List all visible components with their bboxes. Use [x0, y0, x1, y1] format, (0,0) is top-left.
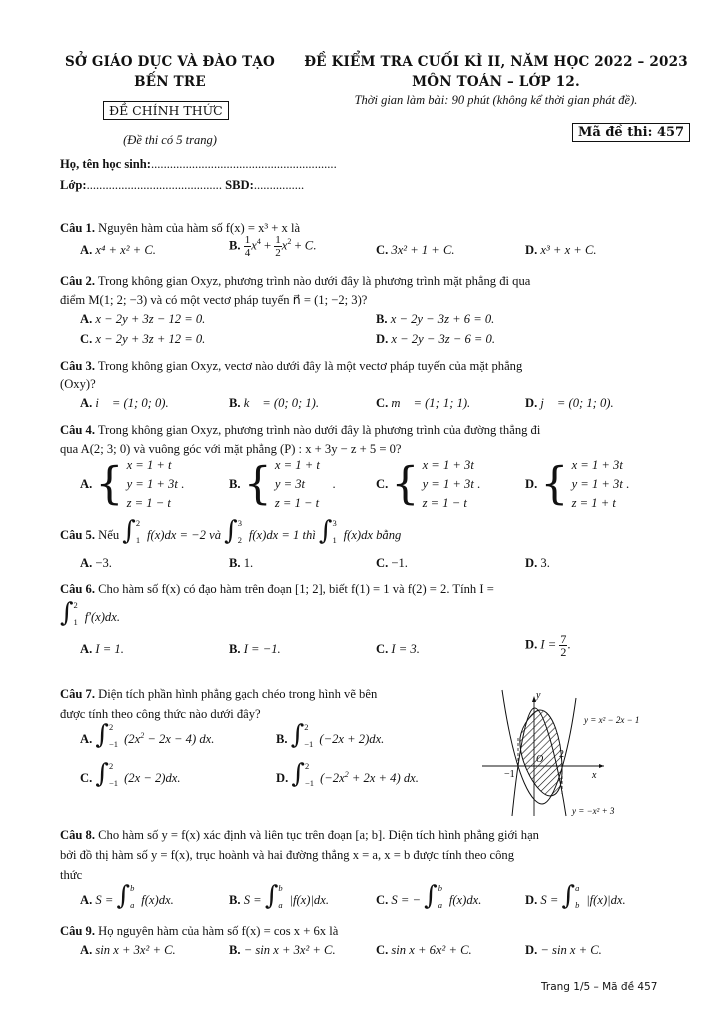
question-9: Câu 9. Họ nguyên hàm của hàm số f(x) = cos x + 6x là: [60, 924, 339, 938]
q1-option-b: B. $\frac{1}{4}$ $x^4$ + $\frac{1}{2}$ $x^2 + C$.: [229, 234, 317, 259]
student-name-row: [60, 155, 337, 174]
question-8: Câu 8. Cho hàm số y = f(x) xác định và liên tục trên đoạn [a; b]. Diện tích hình phẳng giới hạn: [60, 828, 539, 842]
q9-option-b: B. − sin x + 3x² + C.: [229, 943, 336, 957]
q3-option-a: A. i⃗ = (1; 0; 0).: [80, 396, 169, 410]
question-4-line2: qua A(2; 3; 0) và vuông góc với mặt phẳng (P) : x + 3y − z + 5 = 0?: [60, 442, 402, 456]
student-class-row: [60, 176, 304, 195]
q8-option-d: D. S = ∫ a b |f(x)|dx.: [525, 881, 626, 911]
student-name-label: Họ, tên học sinh:: [60, 157, 151, 171]
question-8-line3: thức: [60, 868, 83, 882]
q9-option-d: D. − sin x + C.: [525, 943, 602, 957]
q6-option-c: C. I = 3.: [376, 642, 420, 656]
curve-label-downward: y = −x² + 3: [572, 806, 615, 816]
q3-option-d: D. j⃗ = (0; 1; 0).: [525, 396, 614, 410]
q8-option-a: A. S = ∫ b a f(x)dx.: [80, 881, 174, 911]
question-text: Họ nguyên hàm của hàm số f(x) = cos x + 6x là: [98, 924, 339, 938]
question-2-line2: điểm M(1; 2; −3) và có một vectơ pháp tuyến n⃗ = (1; −2; 3)?: [60, 293, 368, 307]
exam-code: Mã đề thi: 457: [572, 123, 690, 142]
q2-option-b: B. x − 2y − 3z + 6 = 0.: [376, 312, 495, 326]
question-text: Trong không gian Oxyz, vectơ nào dưới đây là một vectơ pháp tuyến của mặt phẳng: [97, 359, 523, 373]
exam-title: ĐỀ KIỂM TRA CUỐI KÌ II, NĂM HỌC 2022 – 2023: [304, 54, 688, 70]
page-footer: Trang 1/5 – Mã đề 457: [541, 981, 658, 993]
question-7-line2: được tính theo công thức nào dưới đây?: [60, 707, 261, 721]
q1-option-a: A. x⁴ + x² + C.: [80, 243, 156, 257]
q4-option-a: A. { x = 1 + t y = 1 + 3t z = 1 − t .: [80, 458, 185, 510]
q4-option-d: D. { x = 1 + 3t y = 1 + 3t z = 1 + t .: [525, 458, 630, 510]
y-axis-label: y: [536, 690, 541, 701]
question-4: Câu 4. Trong không gian Oxyz, phương trình nào dưới đây là phương trình của đường thẳng đi: [60, 423, 541, 437]
question-8-line2: bởi đồ thị hàm số y = f(x), trục hoành và hai đường thẳng x = a, x = b được tính theo công: [60, 848, 515, 862]
question-text: Cho hàm số y = f(x) xác định và liên tục trên đoạn [a; b]. Diện tích hình phẳng giới hạn: [98, 828, 539, 842]
pages-note: (Đề thi có 5 trang): [123, 133, 217, 147]
question-text: Diện tích phần hình phẳng gạch chéo trong hình vẽ bên: [98, 687, 378, 701]
question-text: Cho hàm số f(x) có đạo hàm trên đoạn [1; 2], biết f(1) = 1 và f(2) = 2. Tính I =: [98, 582, 494, 596]
q2-option-d: D. x − 2y − 3z − 6 = 0.: [376, 332, 496, 346]
q5-option-b: B. 1.: [229, 556, 254, 570]
q8-option-b: B. S = ∫ b a |f(x)|dx.: [229, 881, 329, 911]
q7-option-d: D. ∫ 2 −1 $(-2x^2 + 2x + 4)$ dx.: [276, 759, 419, 789]
q3-option-b: B. k⃗ = (0; 0; 1).: [229, 396, 320, 410]
sbd-label: SBD:: [225, 178, 254, 192]
question-text: Nguyên hàm của hàm số f(x) = x³ + x là: [98, 221, 301, 235]
q3-option-c: C. m⃗ = (1; 1; 1).: [376, 396, 471, 410]
q6-option-d: D. I = $\frac{7}{2}$ .: [525, 632, 571, 659]
tick-label-2: 2: [559, 749, 564, 760]
class-field: ...........................................: [86, 178, 222, 192]
sbd-field: ................: [253, 178, 305, 192]
q7-option-a: A. ∫ 2 −1 $(2x^2 - 2x - 4)$ dx.: [80, 720, 215, 750]
x-axis-arrow-icon: [599, 764, 604, 768]
question-6: Câu 6. Cho hàm số f(x) có đạo hàm trên đoạn [1; 2], biết f(1) = 1 và f(2) = 2. Tính I =: [60, 582, 494, 596]
q6-option-b: B. I = −1.: [229, 642, 281, 656]
class-label: Lớp:: [60, 178, 87, 192]
q8-option-c: C. S = − ∫ b a f(x)dx.: [376, 881, 482, 911]
curve-label-upward: y = x² − 2x − 1: [584, 715, 640, 725]
origin-label: O: [536, 754, 544, 765]
department-line1: SỞ GIÁO DỤC VÀ ĐÀO TẠO: [65, 54, 275, 70]
student-name-field: ...........................................................: [150, 157, 337, 171]
q7-option-b: B. ∫ 2 −1 (−2x + 2)dx.: [276, 720, 385, 750]
q6-option-a: A. I = 1.: [80, 642, 124, 656]
q4-option-b: B. { x = 1 + t y = 3t z = 1 − t .: [229, 458, 336, 510]
question-6-line2: ∫ 2 1 f′(x)dx.: [60, 598, 120, 628]
q9-option-a: A. sin x + 3x² + C.: [80, 943, 176, 957]
q5-option-c: C. −1.: [376, 556, 408, 570]
question-text: Trong không gian Oxyz, phương trình nào dưới đây là phương trình mặt phẳng đi qua: [97, 274, 531, 288]
time-note: Thời gian làm bài: 90 phút (không kể thời gian phát đề).: [354, 93, 638, 107]
question-text: Trong không gian Oxyz, phương trình nào dưới đây là phương trình của đường thẳng đi: [97, 423, 541, 437]
exam-subject: MÔN TOÁN – LỚP 12.: [412, 74, 580, 90]
area-graph: [476, 686, 676, 818]
q1-option-c: C. 3x² + 1 + C.: [376, 243, 455, 257]
q2-option-a: A. x − 2y + 3z − 12 = 0.: [80, 312, 206, 326]
tick-label-neg1: −1: [504, 769, 515, 780]
q2-option-c: C. x − 2y + 3z + 12 = 0.: [80, 332, 206, 346]
question-5: Câu 5. Nếu ∫ 2 1 f(x)dx = −2 và ∫ 3 2 f(x)dx = 1 thì ∫ 3 1 f(x)dx bằng: [60, 516, 402, 546]
q4-option-c: C. { x = 1 + 3t y = 1 + 3t z = 1 − t .: [376, 458, 481, 510]
q5-option-d: D. 3.: [525, 556, 550, 570]
question-number: Câu 1.: [60, 221, 95, 235]
q5-option-a: A. −3.: [80, 556, 112, 570]
q9-option-c: C. sin x + 6x² + C.: [376, 943, 472, 957]
q1-option-d: D. x³ + x + C.: [525, 243, 597, 257]
question-3: Câu 3. Trong không gian Oxyz, vectơ nào dưới đây là một vectơ pháp tuyến của mặt phẳng: [60, 359, 523, 373]
official-label: ĐỀ CHÍNH THỨC: [103, 101, 229, 120]
question-7: Câu 7. Diện tích phần hình phẳng gạch chéo trong hình vẽ bên: [60, 687, 378, 701]
x-axis-label: x: [592, 770, 597, 781]
q7-option-c: C. ∫ 2 −1 (2x − 2)dx.: [80, 759, 181, 789]
department-line2: BẾN TRE: [134, 74, 206, 90]
question-2: Câu 2. Trong không gian Oxyz, phương trình nào dưới đây là phương trình mặt phẳng đi qua: [60, 274, 531, 288]
question-3-line2: (Oxy)?: [60, 377, 96, 391]
